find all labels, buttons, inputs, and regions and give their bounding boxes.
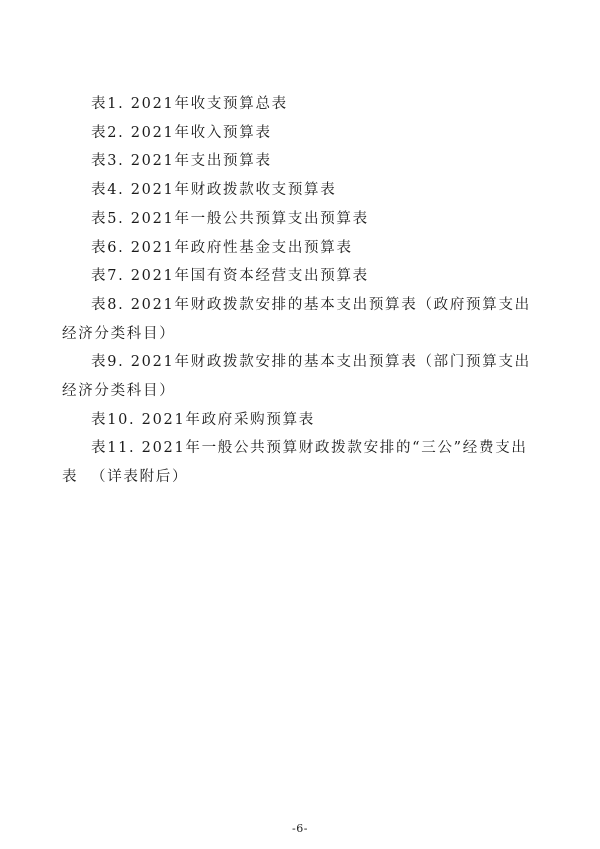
list-item: 表8. 2021年财政拨款安排的基本支出预算表（政府预算支出经济分类科目） xyxy=(62,296,531,342)
list-item: 表1. 2021年收支预算总表 xyxy=(91,96,288,112)
list-item: 表4. 2021年财政拨款收支预算表 xyxy=(91,182,337,199)
list-item: 表7. 2021年国有资本经营支出预算表 xyxy=(91,268,369,285)
page-number: -6- xyxy=(292,822,308,835)
list-item: 表5. 2021年一般公共预算支出预算表 xyxy=(91,210,369,227)
list-item: 表11. 2021年一般公共预算财政拨款安排的“三公”经费支出表 xyxy=(62,440,528,486)
list-item: 表6. 2021年政府性基金支出预算表 xyxy=(91,239,353,256)
attachment-note: （详表附后） xyxy=(91,469,189,485)
list-item: 表10. 2021年政府采购预算表 xyxy=(91,411,315,428)
list-item: 表3. 2021年支出预算表 xyxy=(91,153,272,170)
list-item: 表9. 2021年财政拨款安排的基本支出预算表（部门预算支出经济分类科目） xyxy=(62,354,531,400)
table-list xyxy=(62,90,542,492)
list-item: 表2. 2021年收入预算表 xyxy=(91,124,272,141)
